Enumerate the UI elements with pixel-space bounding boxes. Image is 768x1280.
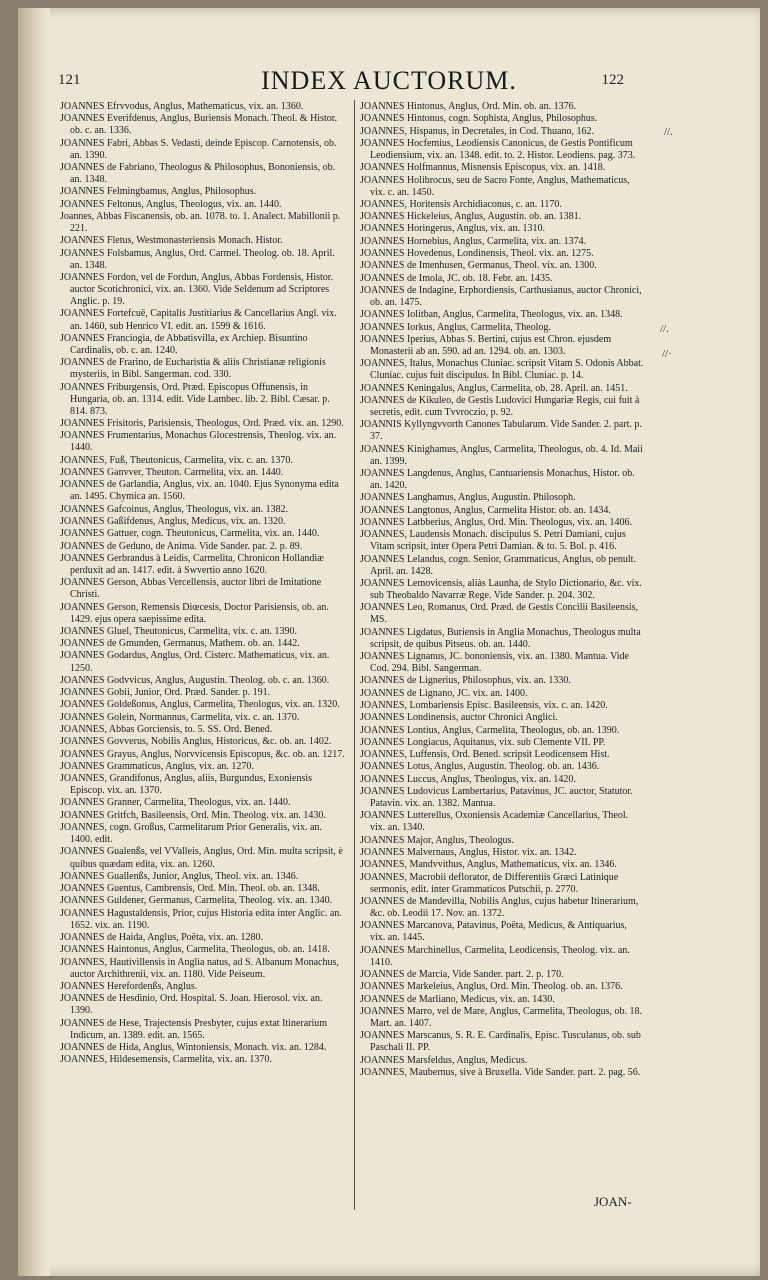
index-entry: JOANNES de Frarino, de Eucharistia & aliis Christianæ religionis mysteriis, in Bibl. Sangerman. cod. 330.	[60, 357, 326, 381]
index-entry: JOANNES de Fabriano, Theologus & Philosophus, Bononiensis, ob. an. 1348.	[60, 162, 336, 186]
index-entry: JOANNES de Kikuleo, de Gestis Ludovici Hungariæ Regis, cui fuit à secretis, edit. cum Tvvroczio, p. 92.	[360, 394, 640, 418]
index-entry: JOANNES, Grandifonus, Anglus, aliis, Burgundus, Exoniensis Episcop. vix. an. 1370.	[60, 773, 313, 797]
index-entry: JOANNES Kinighamus, Anglus, Carmelita, Theologus, ob. 4. Id. Maii an. 1399.	[360, 443, 643, 467]
index-entry: JOANNES Frisitoris, Parisiensis, Theologus, Ord. Præd. vix. an. 1290.	[60, 418, 344, 430]
margin-mark: //.	[664, 126, 673, 138]
index-entry: JOANNES Langhamus, Anglus, Augustin. Philosoph.	[360, 492, 576, 504]
index-entry: JOANNES Marro, vel de Mare, Anglus, Carmelita, Theologus, ob. 18. Mart. an. 1407.	[360, 1005, 642, 1029]
index-entry: JOANNES Gaßifdenus, Anglus, Medicus, vix. an. 1320.	[60, 515, 286, 527]
index-entry: JOANNES Guallenßs, Junior, Anglus, Theol. vix. an. 1346.	[60, 870, 299, 882]
index-entry: JOANNES Hocfemius, Leodiensis Canonicus, de Gestis Pontificum Leodiensium, vix. an. 1348. edit. to. 2. Histor. Leodiens. pag. 373.	[360, 137, 636, 161]
index-entry: JOANNES Markeleius, Anglus, Ord. Min. Theolog. ob. an. 1376.	[360, 981, 623, 993]
index-entry: JOANNES Goldeßonus, Anglus, Carmelita, Theologus, vix. an. 1320.	[60, 699, 340, 711]
index-entry: JOANNES de Marcia, Vide Sander. part. 2. p. 170.	[360, 969, 564, 981]
index-entry: JOANNES Ludovicus Lambertarius, Patavinus, JC. auctor, Statutor. Patavin. vix. an. 1382. Mantua.	[360, 785, 633, 810]
index-entry: JOANNES Franciogia, de Abbatisvilla, ex Archiep. Bisuntino Cardinalis, ob. c. an. 1240.	[60, 332, 308, 356]
index-entry: JOANNES de Marliano, Medicus, vix. an. 1430.	[360, 993, 555, 1005]
index-entry: Joannes, Abbas Fiscanensis, ob. an. 1078. to. 1. Analect. Mabillonii p. 221.	[60, 210, 341, 235]
index-entry: JOANNES, Lombariensis Episc. Basileensis, vix. c. an. 1420.	[360, 699, 608, 711]
index-entry: JOANNES Frumentarius, Monachus Glocestrensis, Theolog. vix. an. 1440.	[60, 430, 337, 454]
index-entry: JOANNES de Garlandia, Anglus, vix. an. 1040. Ejus Synonyma edita an. 1495. Chymica an. 1560.	[60, 479, 339, 503]
index-entry: JOANNES Lotus, Anglus, Augustin. Theolog. ob. an. 1436.	[360, 761, 600, 773]
index-entry: JOANNES Grammaticus, Anglus, vix. an. 1270.	[60, 760, 254, 772]
left-column	[60, 101, 346, 1241]
index-entry: JOANNES Gerbrandus à Leidis, Carmelita, Chronicon Hollandiæ perduxit ad an. 1417. edit. à Swvertio anno 1620.	[60, 552, 324, 576]
index-entry: JOANNES Langdenus, Anglus, Cantuariensis Monachus, Histor. ob. an. 1420.	[360, 467, 635, 492]
index-entry: JOANNES Feltonus, Anglus, Theologus, vix. an. 1440.	[60, 198, 282, 210]
index-entry: JOANNES de Hesdinio, Ord. Hospital. S. Joan. Hierosol. vix. an. 1390.	[60, 993, 323, 1017]
index-entry: JOANNES Fortefcuë, Capitalis Justitiarius & Cancellarius Angl. vix. an. 1460, sub Henrico VI. edit. an. 1599 & 1616.	[60, 308, 337, 332]
index-entry: JOANNES Granner, Carmelita, Theologus, vix. an. 1440.	[60, 797, 291, 809]
column-divider	[354, 100, 355, 1210]
index-entry: JOANNES Gualenßs, vel VValleis, Anglus, Ord. Min. multa scripsit, è quibus quædam edita, vix. an. 1260.	[60, 846, 343, 870]
index-entry: JOANNES de Imola, JC. ob. 18. Febr. an. 1435.	[360, 272, 553, 284]
index-entry: JOANNES Gobii, Junior, Ord. Præd. Sander. p. 191.	[60, 687, 271, 699]
catchword: JOAN-	[594, 1194, 632, 1209]
index-entry: JOANNES Guentus, Cambrensis, Ord. Min. Theol. ob. an. 1348.	[60, 883, 320, 895]
index-entry: JOANNES, Macrobii deflorator, de Differentiis Græci Latinique sermonis, edit. inter Grammaticos Putschii, p. 2770.	[360, 871, 619, 895]
index-entry: JOANNES Godardus, Anglus, Ord. Cisterc. Mathematicus, vix. an. 1250.	[60, 650, 330, 674]
index-entry: JOANNES Malvernaus, Anglus, Histor. vix. an. 1342.	[360, 846, 577, 858]
index-entry: JOANNES Friburgensis, Ord. Præd. Episcopus Offunensis, in Hungaria, ob. an. 1314. edit. Vide Lambec. lib. 2. Bibl. Cæsar. p. 814. 873.	[60, 381, 330, 417]
index-entry: JOANNES Haintonus, Anglus, Carmelita, Theologus, ob. an. 1418.	[60, 944, 330, 956]
index-entry: JOANNES Efrvvodus, Anglus, Mathematicus, vix. an. 1360.	[60, 101, 304, 112]
index-entry: JOANNES Grayus, Anglus, Norvvicensis Episcopus, &c. ob. an. 1217.	[60, 748, 345, 760]
index-entry: JOANNES Hintonus, cogn. Sophista, Anglus, Philosophus.	[360, 113, 598, 125]
index-entry: JOANNES de Gmunden, Germanus, Mathem. ob. an. 1442.	[60, 638, 300, 650]
index-entry: JOANNES Major, Anglus, Theologus.	[360, 834, 514, 846]
page-number-right: 122	[601, 72, 624, 88]
index-entry: JOANNES, Luffensis, Ord. Bened. scripsit Leodicensem Hist.	[360, 749, 610, 761]
index-entry: JOANNES, Hispanus, in Decretales, in Cod. Thuano, 162.	[360, 125, 594, 137]
index-entry: JOANNES, Abbas Gorciensis, to. 5. SS. Ord. Bened.	[60, 723, 273, 735]
index-entry: JOANNES, Italus, Monachus Cluniac. scripsit Vitam S. Odonis Abbat. Cluniac. cujus fuit discipulus. In Bibl. Cluniac. p. 14.	[360, 358, 644, 382]
index-entry: JOANNES Lontius, Anglus, Carmelita, Theologus, ob. an. 1390.	[360, 724, 620, 736]
index-entry: JOANNES Langtonus, Anglus, Carmelita Histor. ob. an. 1434.	[360, 504, 611, 516]
index-entry: JOANNES Govverus, Nobilis Anglus, Historicus, &c. ob. an. 1402.	[60, 736, 332, 748]
index-entry: JOANNES de Hida, Anglus, Wintoniensis, Monach. vix. an. 1284.	[60, 1041, 327, 1053]
index-entry: JOANNES Golein, Normannus, Carmelita, vix. c. an. 1370.	[60, 711, 300, 723]
index-entry: JOANNES Lemovicensis, aliàs Launha, de Stylo Dictionario, &c. vix. sub Theobaldo Navarræ Rege. Vide Sander. p. 204. 302.	[360, 577, 642, 601]
book-spine-shadow	[18, 8, 50, 1276]
index-entry: JOANNES, cogn. Großus, Carmelitarum Prior Generalis, vix. an. 1400. edit.	[60, 822, 322, 846]
index-entry: JOANNES Gritfch, Basileensis, Ord. Min. Theolog. vix. an. 1430.	[60, 809, 326, 821]
index-entry: JOANNES Felmingbamus, Anglus, Philosophus.	[60, 186, 257, 198]
margin-mark: //·	[662, 348, 672, 360]
book-page	[18, 8, 760, 1276]
index-entry: JOANNES Holfmannus, Misnensis Episcopus, vix. an. 1418.	[360, 162, 606, 174]
index-entry: JOANNES Holibrocus, seu de Sacro Fonte, Anglus, Mathematicus, vix. c. an. 1450.	[360, 174, 630, 198]
page-title: INDEX AUCTORUM.	[261, 66, 517, 95]
index-entry: JOANNES Hickeleius, Anglus, Augustin. ob. an. 1381.	[360, 211, 582, 223]
index-entry: JOANNES Longiacus, Aquitanus, vix. sub Clemente VII. PP.	[360, 736, 606, 748]
index-entry: JOANNES Ligdatus, Buriensis in Anglia Monachus, Theologus multa scripsit, de quibus Pitseus. ob. an. 1440.	[360, 626, 641, 650]
index-entry: JOANNES Lelandus, cogn. Senior, Grammaticus, Anglus, ob penult. April. an. 1428.	[360, 553, 636, 577]
index-entry: JOANNES, Hautivillensis in Anglia natus, ad S. Albanum Monachus, auctor Archithrenii, vix. an. 1180. Vide Peiseum.	[60, 956, 339, 980]
index-entry: JOANNES Iolitban, Anglus, Carmelita, Theologus, vix. an. 1348.	[360, 309, 623, 321]
page-number-left: 121	[58, 72, 81, 88]
index-entry: JOANNES Iorkus, Anglus, Carmelita, Theolog.	[360, 321, 551, 333]
right-column	[360, 101, 644, 1251]
index-entry: JOANNES Gafcoinus, Anglus, Theologus, vix. an. 1382.	[60, 503, 289, 515]
index-entry: JOANNES, Fuß, Theutonicus, Carmelita, vix. c. an. 1370.	[60, 454, 293, 466]
index-entry: JOANNES de Hese, Trajectensis Presbyter, cujus extat Itinerarium Indicum, an. 1389. edit. an. 1565.	[60, 1017, 328, 1041]
index-entry: JOANNES Hornebius, Anglus, Carmelita, vix. an. 1374.	[360, 235, 587, 247]
index-entry: JOANNES Horingerus, Anglus, vix. an. 1310.	[360, 223, 545, 235]
index-entry: JOANNES Hovedenus, Londinensis, Theol. vix. an. 1275.	[360, 248, 594, 259]
index-entry: JOANNES Marcanova, Patavinus, Poëta, Medicus, & Antiquarius, vix. an. 1445.	[360, 920, 627, 944]
index-entry: JOANNES, Hildesemensis, Carmelita, vix. an. 1370.	[60, 1054, 272, 1066]
index-entry: JOANNES de Indagine, Erphordiensis, Carthusianus, auctor Chronici, ob. an. 1475.	[360, 284, 642, 308]
index-entry: JOANNES Fordon, vel de Fordun, Anglus, Abbas Fordensis, Histor. auctor Scotichronici, vix. an. 1360. Vide Seldenum ad Scriptores Anglic. p. 19.	[60, 272, 334, 308]
index-entry: JOANNES Gerson, Remensis Diœcesis, Doctor Parisiensis, ob. an. 1429. ejus opera saepissime edita.	[60, 601, 329, 625]
index-entry: JOANNES Lutterellus, Oxoniensis Academiæ Cancellarius, Theol. vix. an. 1340.	[360, 810, 629, 834]
index-entry: JOANNES Ganvver, Theuton. Carmelita, vix. an. 1440.	[60, 467, 284, 478]
index-entry: JOANNES Hintonus, Anglus, Ord. Min. ob. an. 1376.	[360, 101, 577, 112]
index-entry: JOANNES Leo, Romanus, Ord. Præd. de Gestis Concilii Basileensis, MS.	[360, 602, 639, 626]
index-entry: JOANNES Marscanus, S. R. E. Cardinalis, Episc. Tusculanus, ob. sub Paschali II. PP.	[360, 1030, 641, 1054]
index-entry: JOANNES, Maubernus, sive à Bruxella. Vide Sander. part. 2. pag. 56.	[360, 1066, 641, 1078]
index-entry: JOANNES Gluel, Theutonicus, Carmelita, vix. c. an. 1390.	[60, 625, 298, 637]
index-entry: JOANNES de Mandevilla, Nobilis Anglus, cujus habetur Itinerarium, &c. ob. Leodii 17. Nov. an. 1372.	[360, 895, 639, 919]
index-entry: JOANNES Herefordenßs, Anglus.	[60, 980, 198, 992]
index-entry: JOANNES Londinensis, auctor Chronici Anglici.	[360, 712, 558, 724]
index-entry: JOANNES Gattuer, cogn. Theutonicus, Carmelita, vix. an. 1440.	[60, 528, 320, 540]
index-entry: JOANNES de Geduno, de Anima. Vide Sander. par. 2. p. 89.	[60, 540, 303, 552]
index-entry: JOANNES Guldener, Germanus, Carmelita, Theolog. vix. an. 1340.	[60, 895, 333, 907]
index-entry: JOANNES, Mandvvithus, Anglus, Mathematicus, vix. an. 1346.	[360, 859, 617, 871]
index-entry: JOANNES de Lignerius, Philosophus, vix. an. 1330.	[360, 675, 571, 687]
index-entry: JOANNES de Haida, Anglus, Poëta, vix. an. 1280.	[60, 932, 264, 943]
index-entry: JOANNES Latbberius, Anglus, Ord. Min. Theologus, vix. an. 1406.	[360, 516, 633, 528]
index-entry: JOANNES Marsfeldus, Anglus, Medicus.	[360, 1054, 528, 1066]
index-entry: JOANNES de Lignano, JC. vix. an. 1400.	[360, 687, 528, 699]
index-entry: JOANNES Gerson, Abbas Vercellensis, auctor libri de Imitatione Christi.	[60, 577, 322, 601]
index-entry: JOANNES Fletus, Westmonasteriensis Monach. Histor.	[60, 235, 283, 247]
index-entry: JOANNES Iperius, Abbas S. Bertini, cujus est Chron. ejusdem Monasterii ab an. 590. ad an. 1294. ob. an. 1303.	[360, 333, 612, 357]
index-entry: JOANNES Lignanus, JC. bononiensis, vix. an. 1380. Mantua. Vide Cod. 294. Bibl. Sangerman.	[360, 651, 629, 675]
index-entry: JOANNES de Imenhusen, Germanus, Theol. vix. an. 1300.	[360, 260, 597, 272]
index-entry: JOANNES Godvvicus, Anglus, Augustin. Theolog. ob. c. an. 1360.	[60, 674, 330, 686]
margin-mark: //.	[660, 323, 669, 335]
index-entry: JOANNES, Laudensis Monach. discipulus S. Petri Damiani, cujus Vitam scripsit, inter Opera Petri Damian. & to. 5. Bol. p. 416.	[360, 529, 626, 553]
index-entry: JOANNES Keningalus, Anglus, Carmelita, ob. 28. April. an. 1451.	[360, 382, 628, 394]
index-entry: JOANNIS Kyllyngvvorth Canones Tabularum. Vide Sander. 2. part. p. 37.	[360, 419, 642, 443]
index-entry: JOANNES Folsbamus, Anglus, Ord. Carmel. Theolog. ob. 18. April. an. 1348.	[60, 247, 335, 271]
index-entry: JOANNES, Horitensis Archidiaconus, c. an. 1170.	[360, 198, 562, 210]
index-entry: JOANNES Everifdenus, Anglus, Buriensis Monach. Theol. & Histor. ob. c. an. 1336.	[60, 113, 338, 137]
index-entry: JOANNES Marchinellus, Carmelita, Leodicensis, Theolog. vix. an. 1410.	[360, 944, 630, 968]
page-header	[18, 66, 760, 96]
index-entry: JOANNES Fabri, Abbas S. Vedasti, deinde Episcop. Carnotensis, ob. an. 1390.	[60, 137, 337, 161]
index-entry: JOANNES Luccus, Anglus, Theologus, vix. an. 1420.	[360, 773, 576, 785]
index-entry: JOANNES Hagustaldensis, Prior, cujus Historia edita inter Anglic. an. 1652. vix. an. 1190.	[60, 907, 342, 931]
